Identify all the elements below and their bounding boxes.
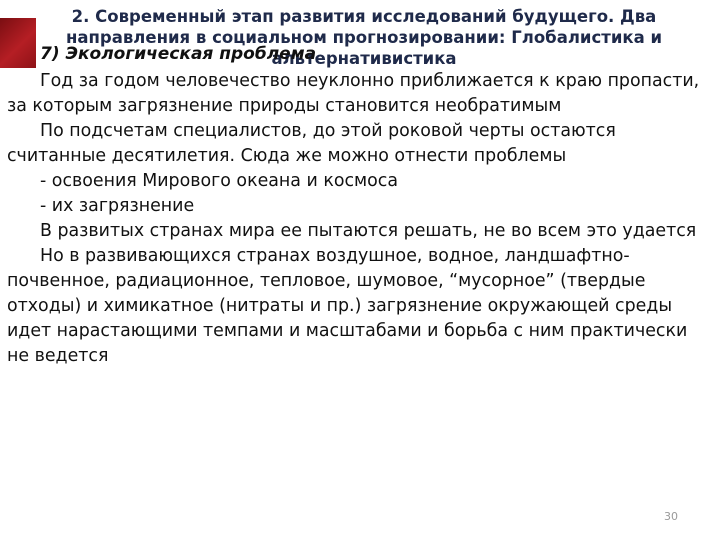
slide-title: 2. Современный этап развития исследований будущего. Два направления в социальном прогнозировании: Глобалистика и альтернативистика xyxy=(65,7,663,68)
paragraph: В развитых странах мира ее пытаются решать, не во всем это удается xyxy=(40,221,697,241)
paragraph: По подсчетам специалистов, до этой роковой черты остаются считанные десятилетия. Сюда же можно отнести проблемы xyxy=(7,121,616,166)
section-subheading: 7) Экологическая проблема xyxy=(40,44,317,64)
page-number: 30 xyxy=(664,510,678,523)
list-item: - освоения Мирового океана и космоса xyxy=(40,171,399,191)
body-text xyxy=(7,69,709,369)
paragraph: Год за годом человечество неуклонно приближается к краю пропасти, за которым загрязнение природы становится необратимым xyxy=(7,71,700,116)
paragraph: Но в развивающихся странах воздушное, водное, ландшафтно-почвенное, радиационное, тепловое, шумовое, “мусорное” (твердые отходы) и химикатное (нитраты и пр.) загрязнение окружающей среды идет нарастающими темпами и масштабами и борьба с ним практически не ведется xyxy=(7,246,688,366)
list-item: - их загрязнение xyxy=(40,196,195,216)
